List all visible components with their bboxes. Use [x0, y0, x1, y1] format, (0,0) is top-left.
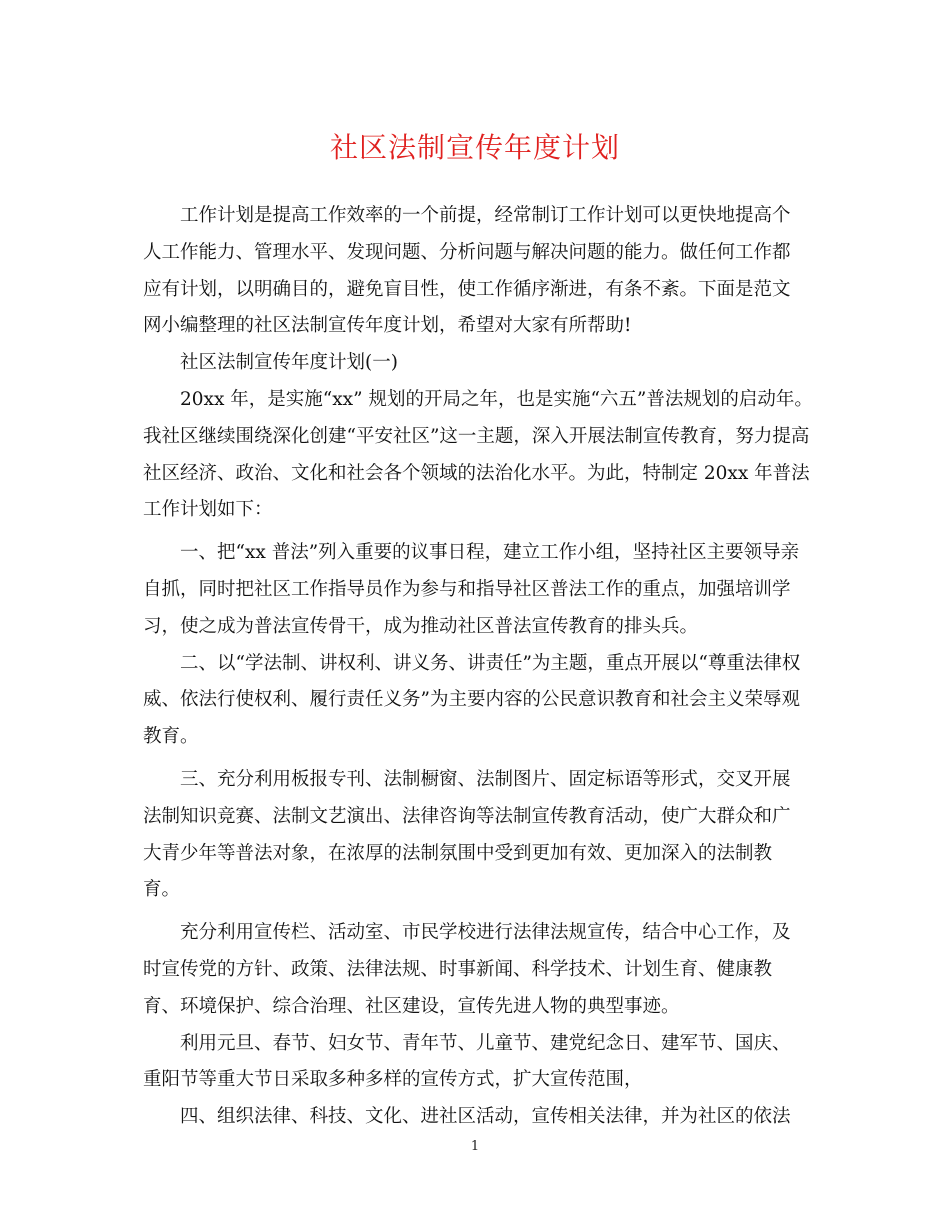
- text-line: 习，使之成为普法宣传骨干，成为推动社区普法宣传教育的排头兵。: [143, 615, 699, 637]
- text-line: 利用元旦、春节、妇女节、青年节、儿童节、建党纪念日、建军节、国庆、: [180, 1032, 791, 1054]
- paragraph: [143, 535, 809, 645]
- text-line: 二、以“学法制、讲权利、讲义务、讲责任”为主题，重点开展以“尊重法律权: [180, 652, 801, 674]
- paragraph: [143, 382, 813, 529]
- text-line: 育。: [143, 879, 181, 901]
- text-line: 育、环境保护、综合治理、社区建设，宣传先进人物的典型事迹。: [143, 995, 680, 1017]
- document-body: [143, 198, 813, 1136]
- text-line: 社区经济、政治、文化和社会各个领域的法治化水平。为此，特制定 20xx 年普法: [143, 462, 810, 484]
- paragraph: [143, 646, 809, 756]
- text-line: 教育。: [143, 726, 199, 748]
- paragraph: [143, 1099, 809, 1136]
- text-line: 应有计划，以明确目的，避免盲目性，使工作循序渐进，有条不紊。下面是范文: [143, 278, 791, 300]
- paragraph: [143, 762, 809, 909]
- paragraph: [143, 915, 809, 1025]
- document-title: 社区法制宣传年度计划: [329, 131, 620, 164]
- page-number: 1: [470, 1139, 480, 1154]
- text-line: 充分利用宣传栏、活动室、市民学校进行法律法规宣传，结合中心工作，及: [180, 922, 791, 944]
- text-line: 工作计划是提高工作效率的一个前提，经常制订工作计划可以更快地提高个: [180, 205, 791, 226]
- text-line: 一、把“xx 普法”列入重要的议事日程，建立工作小组，坚持社区主要领导亲: [180, 542, 800, 564]
- paragraph-intro: [143, 198, 809, 345]
- text-line: 我社区继续围绕深化创建“平安社区”这一主题，深入开展法制宣传教育，努力提高: [143, 425, 810, 447]
- text-line: 时宣传党的方针、政策、法律法规、时事新闻、科学技术、计划生育、健康教: [143, 958, 773, 980]
- text-line: 大青少年等普法对象，在浓厚的法制氛围中受到更加有效、更加深入的法制教: [143, 842, 773, 864]
- text-line: 20xx 年，是实施“xx” 规划的开局之年，也是实施“六五”普法规划的启动年。: [180, 388, 813, 410]
- text-line: 网小编整理的社区法制宣传年度计划，希望对大家有所帮助!: [143, 315, 632, 337]
- text-line: 社区法制宣传年度计划(一): [180, 352, 398, 374]
- paragraph: [143, 1026, 809, 1100]
- text-line: 重阳节等重大节日采取多种多样的宣传方式，扩大宣传范围，: [143, 1069, 643, 1091]
- text-line: 工作计划如下：: [143, 499, 273, 521]
- text-line: 法制知识竞赛、法制文艺演出、法律咨询等法制宣传教育活动，使广大群众和广: [143, 805, 791, 827]
- text-line: 四、组织法律、科技、文化、进社区活动，宣传相关法律，并为社区的依法: [180, 1106, 791, 1128]
- text-line: 人工作能力、管理水平、发现问题、分析问题与解决问题的能力。做任何工作都: [143, 241, 791, 263]
- text-line: 威、依法行使权利、履行责任义务”为主要内容的公民意识教育和社会主义荣辱观: [143, 689, 800, 711]
- paragraph-subtitle: [143, 345, 809, 382]
- text-line: 自抓，同时把社区工作指导员作为参与和指导社区普法工作的重点，加强培训学: [143, 578, 791, 600]
- text-line: 三、充分利用板报专刊、法制橱窗、法制图片、固定标语等形式，交叉开展: [180, 768, 791, 790]
